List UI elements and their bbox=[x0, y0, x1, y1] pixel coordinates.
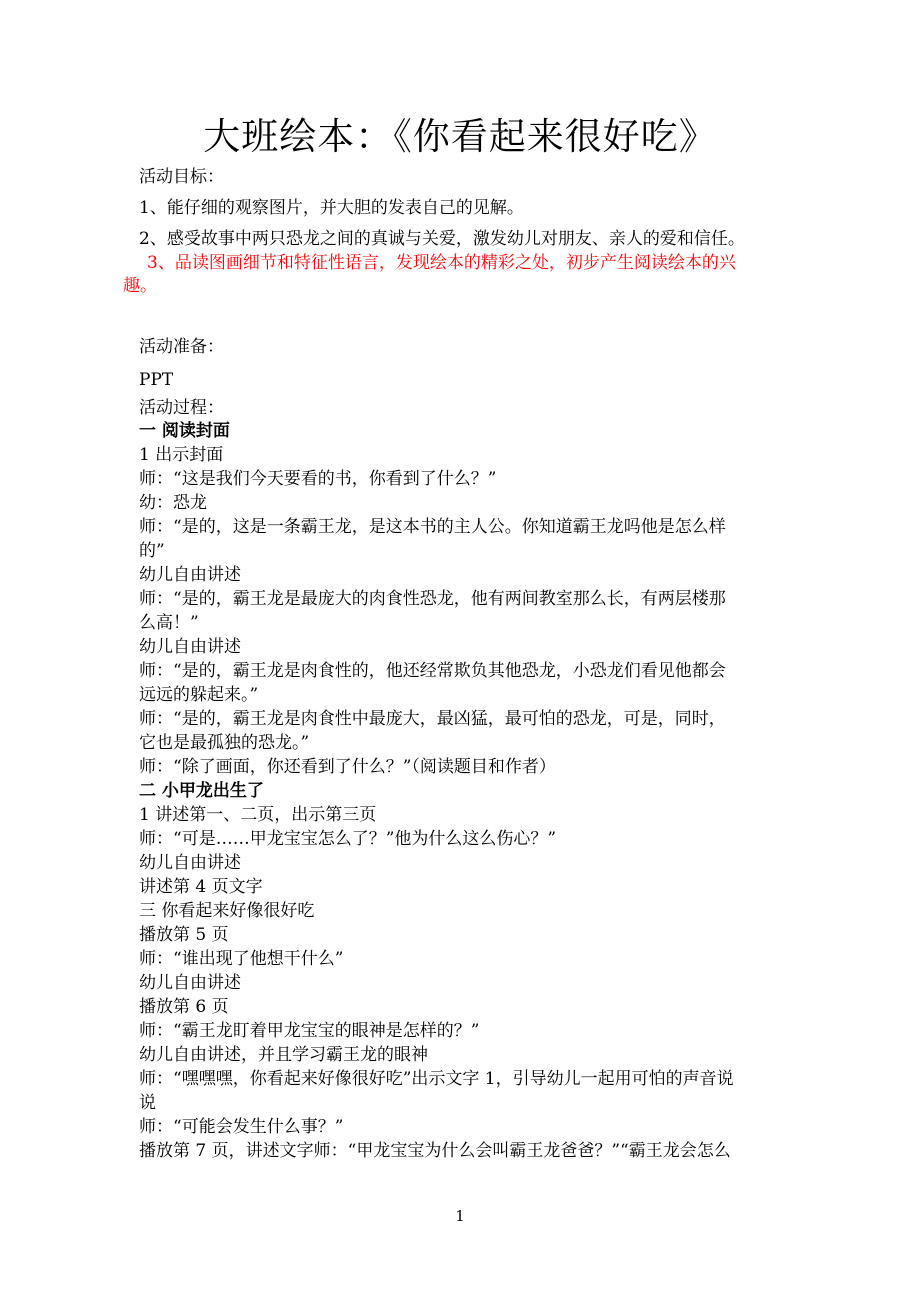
page-number: 1 bbox=[455, 1207, 465, 1225]
preparation-content: PPT bbox=[139, 370, 174, 390]
process-line: 师：“嘿嘿嘿，你看起来好像很好吃”出示文字 1，引导幼儿一起用可怕的声音说 bbox=[139, 1069, 734, 1089]
process-line: 师：“是的，霸王龙是最庞大的肉食性恐龙，他有两间教室那么长，有两层楼那 bbox=[139, 589, 726, 609]
process-line: 师：“谁出现了他想干什么” bbox=[139, 949, 344, 969]
goal-item-highlight: 3、品读图画细节和特征性语言，发现绘本的精彩之处，初步产生阅读绘本的兴 bbox=[147, 253, 736, 273]
process-line: 师：“这是我们今天要看的书，你看到了什么？” bbox=[139, 469, 497, 489]
process-line: 播放第 7 页，讲述文字师：“甲龙宝宝为什么会叫霸王龙爸爸？”“霸王龙会怎么 bbox=[139, 1141, 731, 1161]
document-title: 大班绘本：《你看起来很好吃》 bbox=[203, 115, 717, 158]
goal-item: 1、能仔细的观察图片，并大胆的发表自己的见解。 bbox=[139, 198, 524, 218]
process-line: 幼儿自由讲述，并且学习霸王龙的眼神 bbox=[139, 1045, 428, 1065]
goal-item-highlight-cont: 趣。 bbox=[123, 276, 157, 296]
section-heading: 三 你看起来好像很好吃 bbox=[139, 901, 315, 921]
process-line: 师：“是的，这是一条霸王龙，是这本书的主人公。你知道霸王龙吗他是怎么样 bbox=[139, 517, 726, 537]
process-line: 师：“除了画面，你还看到了什么？”（阅读题目和作者） bbox=[139, 757, 556, 777]
process-line: 播放第 6 页 bbox=[139, 997, 229, 1017]
process-line: 幼儿自由讲述 bbox=[139, 853, 241, 873]
process-line: 师：“是的，霸王龙是肉食性中最庞大，最凶猛，最可怕的恐龙，可是，同时， bbox=[139, 709, 726, 729]
goal-item: 2、感受故事中两只恐龙之间的真诚与关爱，激发幼儿对朋友、亲人的爱和信任。 bbox=[139, 229, 745, 249]
section-heading: 二 小甲龙出生了 bbox=[139, 781, 264, 801]
process-line: 幼儿自由讲述 bbox=[139, 973, 241, 993]
process-line: 师：“霸王龙盯着甲龙宝宝的眼神是怎样的？” bbox=[139, 1021, 480, 1041]
process-line: 它也是最孤独的恐龙。” bbox=[139, 733, 310, 753]
process-line: 1 出示封面 bbox=[139, 445, 224, 465]
process-line: 讲述第 4 页文字 bbox=[139, 877, 263, 897]
process-line: 么高！” bbox=[139, 613, 199, 633]
process-line: 说 bbox=[139, 1093, 156, 1113]
process-line: 师：“可是……甲龙宝宝怎么了？”他为什么这么伤心？” bbox=[139, 829, 557, 849]
process-line: 幼儿自由讲述 bbox=[139, 637, 241, 657]
process-line: 幼儿自由讲述 bbox=[139, 565, 241, 585]
section-heading: 一 阅读封面 bbox=[139, 421, 230, 441]
preparation-heading: 活动准备： bbox=[139, 337, 224, 357]
process-line: 播放第 5 页 bbox=[139, 925, 229, 945]
process-line: 远远的躲起来。” bbox=[139, 685, 259, 705]
process-line: 的” bbox=[139, 541, 165, 561]
process-line: 师：“是的，霸王龙是肉食性的，他还经常欺负其他恐龙，小恐龙们看见他都会 bbox=[139, 661, 726, 681]
process-line: 幼：恐龙 bbox=[139, 493, 207, 513]
process-line: 师：“可能会发生什么事？” bbox=[139, 1117, 344, 1137]
goals-heading: 活动目标： bbox=[139, 167, 224, 187]
process-heading: 活动过程： bbox=[139, 398, 224, 418]
process-line: 1 讲述第一、二页，出示第三页 bbox=[139, 805, 377, 825]
